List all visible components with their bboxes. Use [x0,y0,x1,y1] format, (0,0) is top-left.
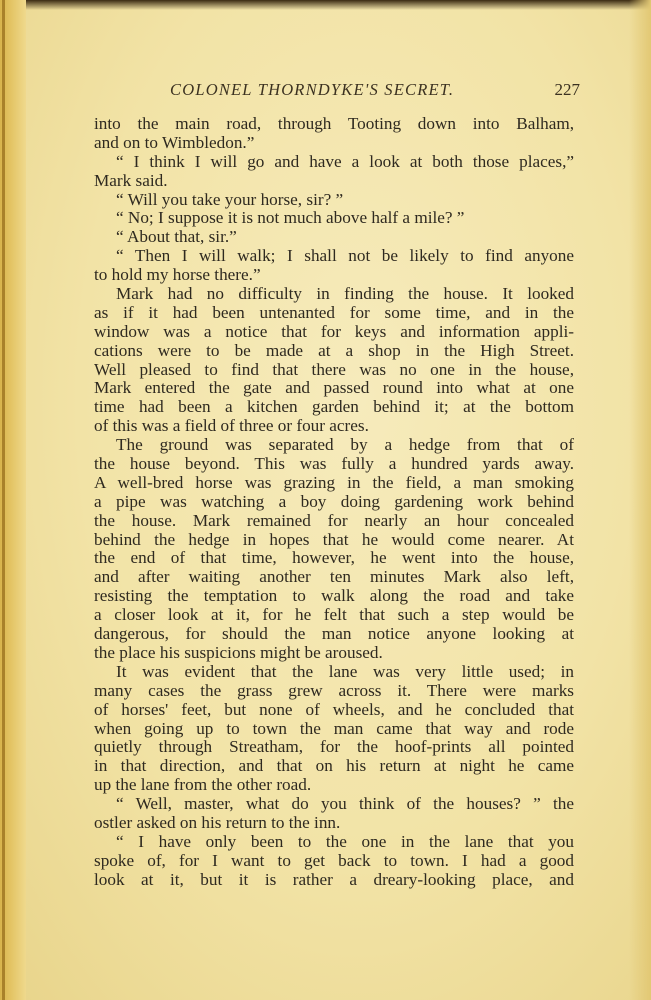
page-right-edge [629,0,651,1000]
text-line: in that direction, and that on his return at night he came [94,756,574,776]
gutter-edge-strip [2,0,5,1000]
text-line: the place his suspicions might be aroused. [94,642,383,662]
text-line: and on to Wimbledon.” [94,132,255,152]
text-line: cations were to be made at a shop in the High Street. [94,340,574,360]
text-line: resisting the temptation to walk along the road and take [94,586,574,606]
text-line: of horses' feet, but none of wheels, and he concluded that [94,699,574,719]
text-line: “ Then I will walk; I shall not be likely to find anyone [116,246,574,266]
text-line: time had been a kitchen garden behind it; at the bottom [94,397,574,417]
body-text [94,115,574,890]
text-line: “ Well, master, what do you think of the houses? ” the [116,794,574,814]
text-line: many cases the grass grew across it. There were marks [94,680,574,700]
text-line: dangerous, for should the man notice anyone looking at [94,624,574,644]
text-line: of this was a field of three or four acres. [94,416,369,436]
binding-gutter [0,0,26,1000]
running-title: COLONEL THORNDYKE'S SECRET. [170,80,455,99]
text-line: the house. Mark remained for nearly an hour concealed [94,510,574,530]
text-line: as if it had been untenanted for some time, and in the [94,302,574,322]
page-number: 227 [554,80,580,99]
text-line: window was a notice that for keys and information appli- [94,321,574,341]
page-header [170,80,580,104]
text-line: the end of that time, however, he went into the house, [94,548,574,568]
text-line: “ No; I suppose it is not much above half a mile? ” [116,208,465,228]
text-line: a closer look at it, for he felt that such a step would be [94,605,574,625]
text-line: when going up to town the man came that way and rode [94,718,574,738]
text-line: into the main road, through Tooting down into Balham, [94,114,574,133]
text-line: “ I have only been to the one in the lane that you [116,831,574,851]
text-line: Well pleased to find that there was no one in the house, [94,359,574,379]
text-line: a pipe was watching a boy doing gardening work behind [94,491,574,511]
text-line: It was evident that the lane was very little used; in [116,661,574,681]
text-line: Mark entered the gate and passed round into what at one [94,378,574,398]
page-top-shadow [0,0,651,10]
text-line: “ About that, sir.” [116,227,237,247]
text-line: “ Will you take your horse, sir? ” [116,189,344,209]
text-line: to hold my horse there.” [94,265,261,285]
text-line: spoke of, for I want to get back to town. I had a good [94,850,574,870]
text-line: A well-bred horse was grazing in the field, a man smoking [94,472,574,492]
text-line: quietly through Streatham, for the hoof-prints all pointed [94,737,574,757]
text-line: The ground was separated by a hedge from that of [116,435,574,455]
text-line: Mark had no difficulty in finding the house. It looked [116,284,574,304]
text-line: and after waiting another ten minutes Mark also left, [94,567,574,587]
text-line: behind the hedge in hopes that he would come nearer. At [94,529,574,549]
text-line: look at it, but it is rather a dreary-looking place, and [94,869,574,889]
text-line: up the lane from the other road. [94,775,312,795]
text-line: the house beyond. This was fully a hundred yards away. [94,454,574,474]
text-line: Mark said. [94,170,168,190]
text-line: ostler asked on his return to the inn. [94,812,341,832]
text-line: “ I think I will go and have a look at both those places,” [116,151,574,171]
